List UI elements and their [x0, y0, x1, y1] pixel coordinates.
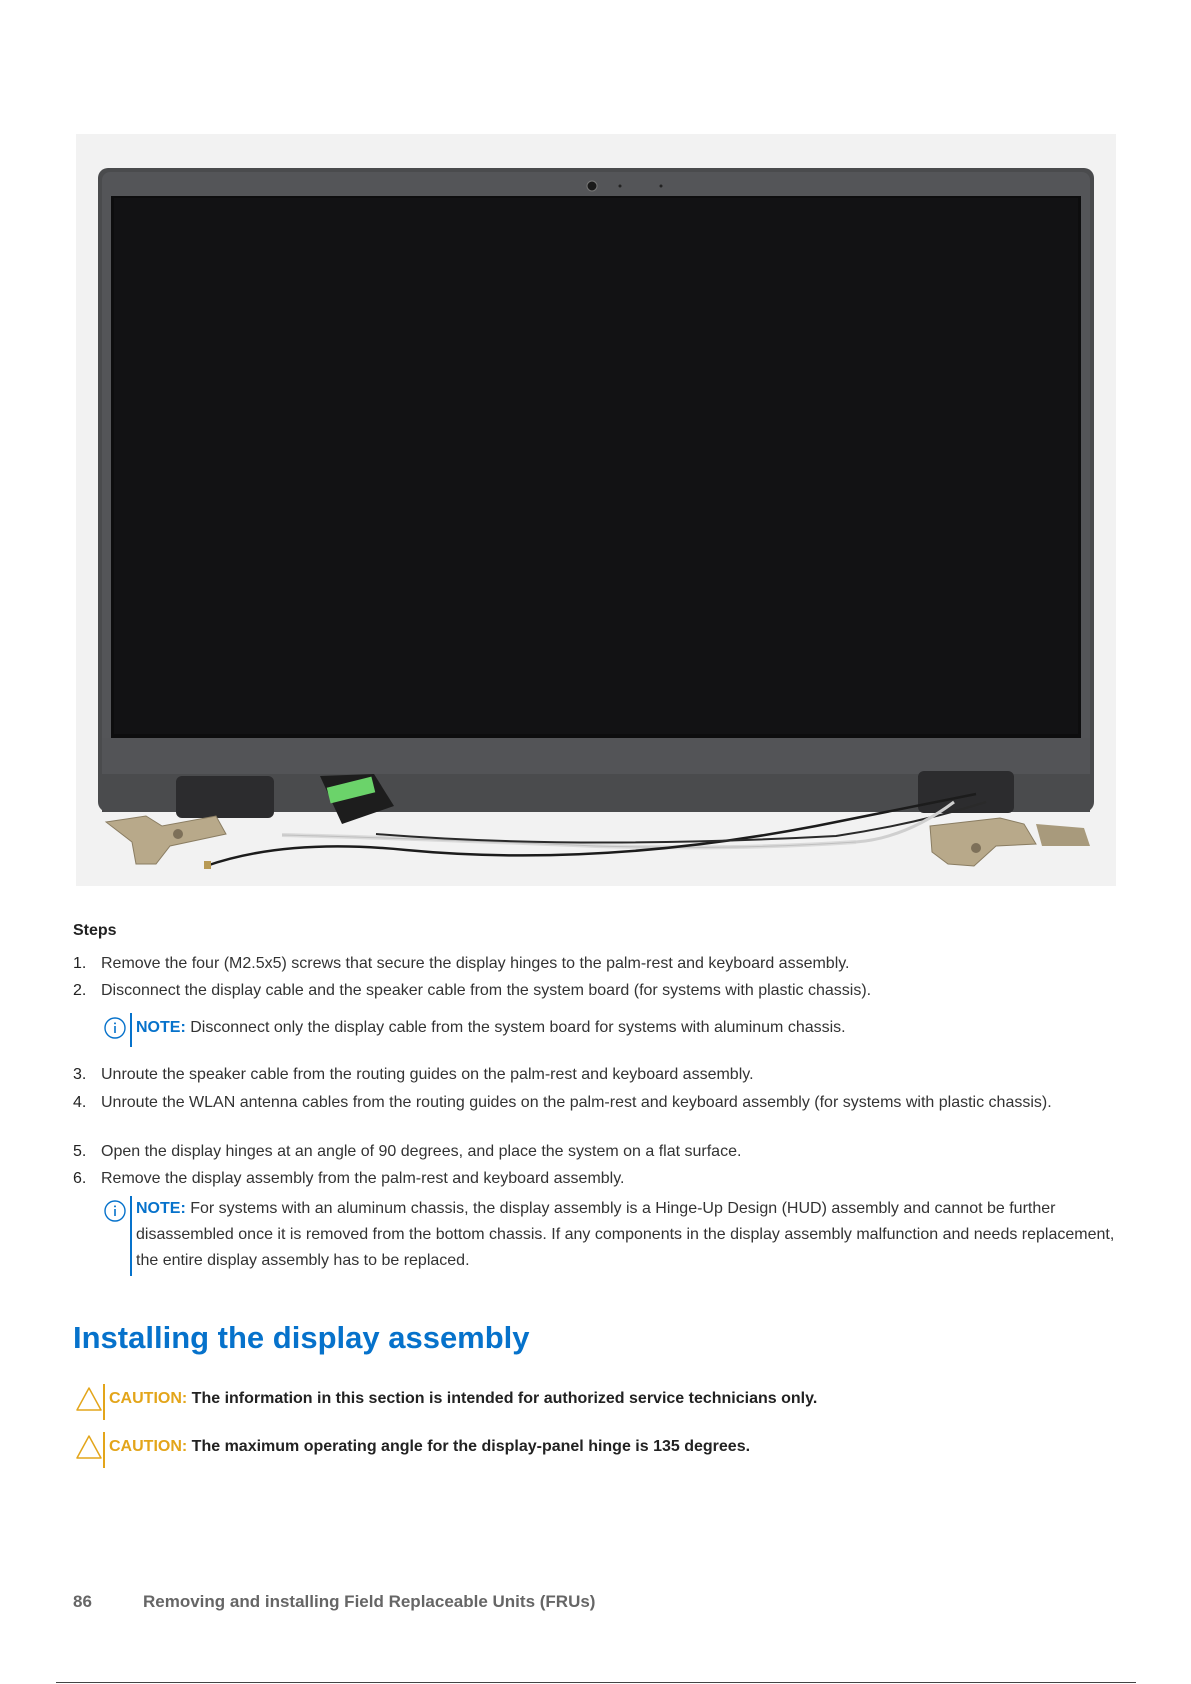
step-text: Disconnect the display cable and the speaker cable from the system board (for systems with plastic chassis). [101, 982, 872, 999]
footer-divider [56, 1682, 1136, 1683]
caution-label: CAUTION: [109, 1438, 188, 1455]
step-number: 4. [73, 1094, 87, 1111]
step-text: Unroute the WLAN antenna cables from the routing guides on the palm-rest and keyboard assembly (for systems with plastic chassis). [101, 1094, 1052, 1111]
step-text: Open the display hinges at an angle of 90 degrees, and place the system on a flat surface. [101, 1143, 742, 1160]
step-number: 3. [73, 1066, 87, 1083]
warning-triangle-icon [75, 1386, 103, 1412]
footer-title: Removing and installing Field Replaceable Units (FRUs) [143, 1592, 596, 1611]
warning-triangle-icon [75, 1434, 103, 1460]
caution-text: The information in this section is intended for authorized service technicians only. [191, 1390, 818, 1407]
step-text: Remove the display assembly from the palm-rest and keyboard assembly. [101, 1170, 625, 1187]
info-icon [104, 1017, 126, 1039]
step-text: Unroute the speaker cable from the routing guides on the palm-rest and keyboard assembly. [101, 1066, 754, 1083]
page-number: 86 [73, 1592, 92, 1611]
note-label: NOTE: [136, 1200, 186, 1217]
note-label: NOTE: [136, 1019, 186, 1036]
step-number: 2. [73, 982, 87, 999]
caution-label: CAUTION: [109, 1390, 188, 1407]
step-number: 5. [73, 1143, 87, 1160]
note-text: For systems with an aluminum chassis, the display assembly is a Hinge-Up Design (HUD) assembly and cannot be further disassembled once it is removed from the bottom chassis. If any components in the display assembly malfunction and needs replacement, the entire display assembly has to be replaced. [136, 1200, 1115, 1269]
caution-text: The maximum operating angle for the display-panel hinge is 135 degrees. [191, 1438, 751, 1455]
step-number: 1. [73, 955, 87, 972]
step-number: 6. [73, 1170, 87, 1187]
page-footer [73, 1592, 596, 1612]
note-text: Disconnect only the display cable from the system board for systems with aluminum chassis. [190, 1019, 846, 1036]
display-assembly-photo [76, 134, 1116, 886]
step-text: Remove the four (M2.5x5) screws that secure the display hinges to the palm-rest and keyboard assembly. [101, 955, 850, 972]
steps-heading: Steps [73, 922, 117, 939]
section-title: Installing the display assembly [73, 1320, 530, 1355]
info-icon [104, 1200, 126, 1222]
